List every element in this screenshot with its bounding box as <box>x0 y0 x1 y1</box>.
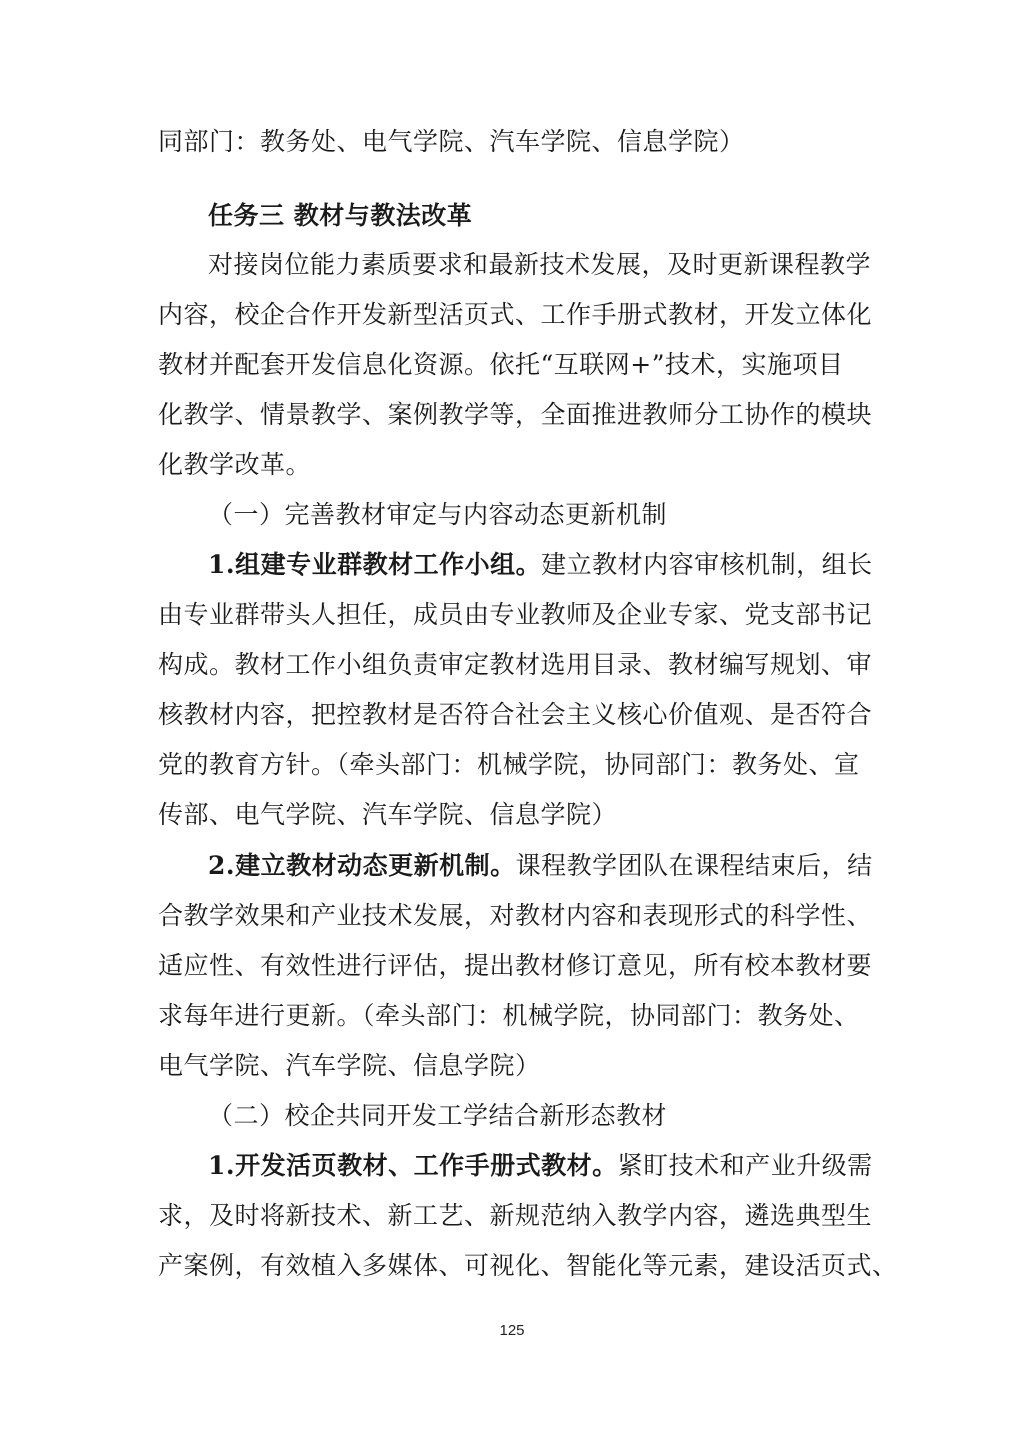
text-line: 传部、电气学院、汽车学院、信息学院） <box>158 800 618 829</box>
text-line: 由专业群带头人担任，成员由专业教师及企业专家、党支部书记 <box>158 600 873 629</box>
item-heading: 1.组建专业群教材工作小组。 <box>208 550 542 579</box>
text-line: 产案例，有效植入多媒体、可视化、智能化等元素，建设活页式、 <box>158 1251 898 1280</box>
text-line: 党的教育方针。（牵头部门：机械学院，协同部门：教务处、宣 <box>158 750 860 779</box>
item-heading: 1.开发活页教材、工作手册式教材。 <box>208 1151 618 1180</box>
item-heading: 2.建立教材动态更新机制。 <box>208 851 516 880</box>
text-line: 化教学、情景教学、案例教学等，全面推进教师分工协作的模块 <box>158 400 873 429</box>
text-line: 合教学效果和产业技术发展，对教材内容和表现形式的科学性、 <box>158 901 873 930</box>
item-text: 建立教材内容审核机制，组长 <box>541 550 873 579</box>
paragraph-first-line <box>208 851 873 881</box>
text-line: 适应性、有效性进行评估，提出教材修订意见，所有校本教材要 <box>158 951 873 980</box>
task-heading: 任务三 教材与教法改革 <box>208 201 473 230</box>
text-line: 构成。教材工作小组负责审定教材选用目录、教材编写规划、审 <box>158 650 873 679</box>
text-line: 教材并配套开发信息化资源。依托“互联网+”技术，实施项目 <box>158 350 844 379</box>
item-text: 紧盯技术和产业升级需 <box>617 1151 873 1180</box>
section-heading: （一）完善教材审定与内容动态更新机制 <box>208 500 668 529</box>
paragraph-first-line <box>208 1151 873 1181</box>
section-heading: （二）校企共同开发工学结合新形态教材 <box>208 1101 668 1130</box>
page-number: 125 <box>499 1322 525 1339</box>
text-line: 核教材内容，把控教材是否符合社会主义核心价值观、是否符合 <box>158 700 873 729</box>
text-line: 化教学改革。 <box>158 450 312 479</box>
text-line: 电气学院、汽车学院、信息学院） <box>158 1051 541 1080</box>
text-line: 求，及时将新技术、新工艺、新规范纳入教学内容，遴选典型生 <box>158 1201 873 1230</box>
text-line: 对接岗位能力素质要求和最新技术发展，及时更新课程教学 <box>208 250 872 279</box>
paragraph-first-line <box>208 550 873 580</box>
text-line: 同部门：教务处、电气学院、汽车学院、信息学院） <box>158 127 745 156</box>
text-line: 内容，校企合作开发新型活页式、工作手册式教材，开发立体化 <box>158 300 873 329</box>
text-line: 求每年进行更新。（牵头部门：机械学院，协同部门：教务处、 <box>158 1001 860 1030</box>
item-text: 课程教学团队在课程结束后，结 <box>515 851 873 880</box>
